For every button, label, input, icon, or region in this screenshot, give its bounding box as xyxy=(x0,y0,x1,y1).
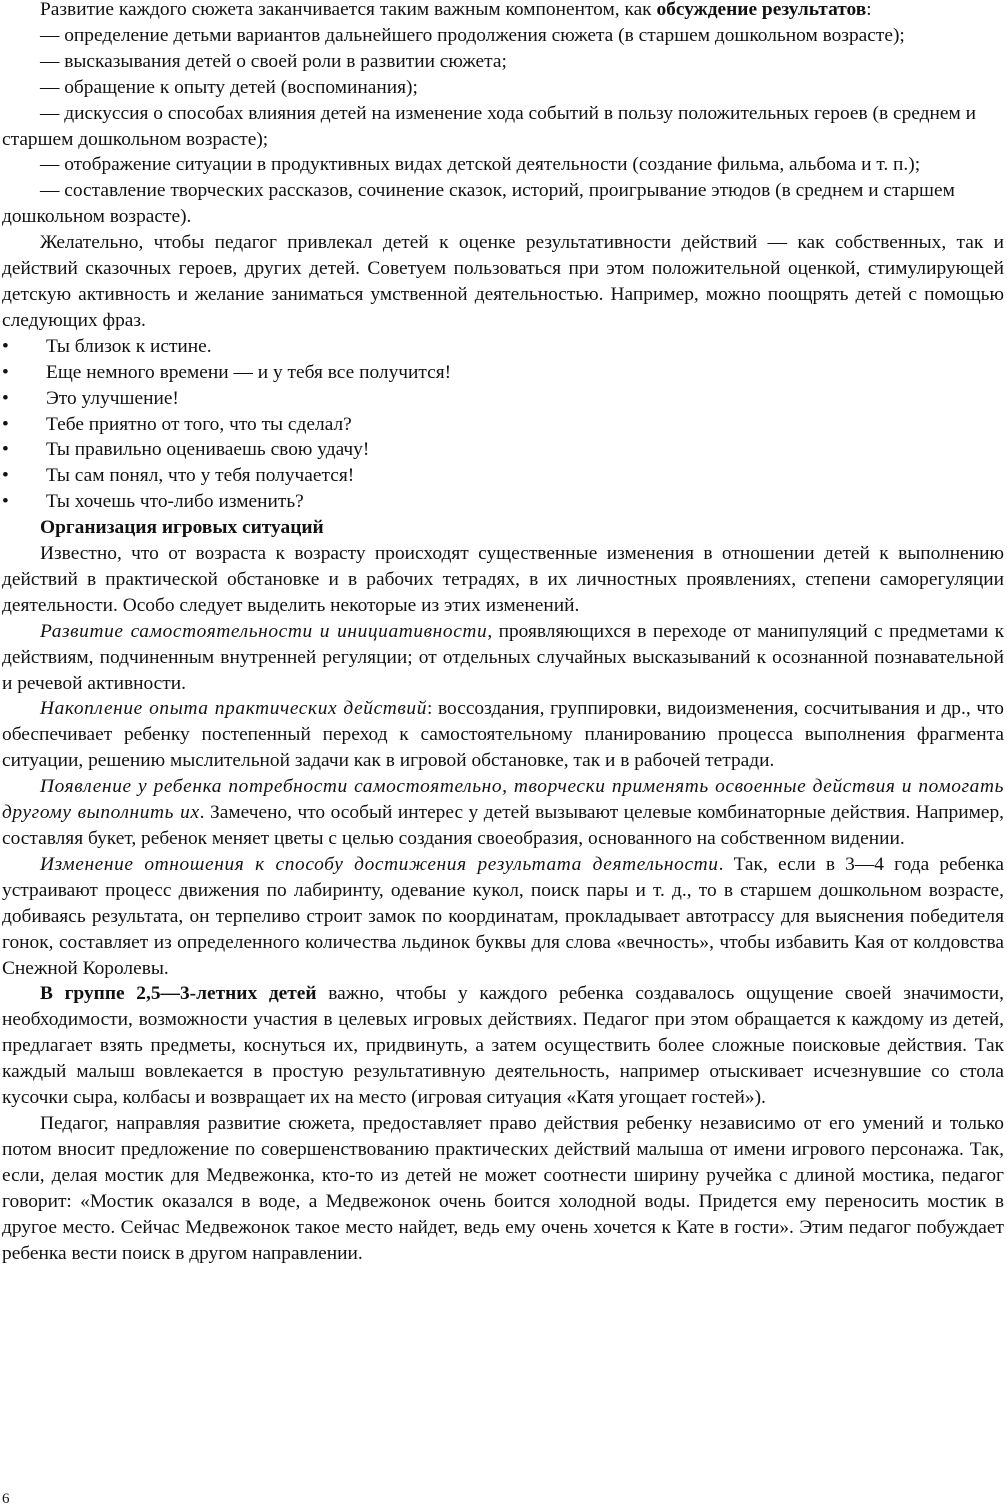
change-text: , проявляющихся в переходе от манипуляций с предметами к действиям, подчиненным внутренней регуляции; от отдельных случайных высказываний к осознанной познавательной и речевой активности. xyxy=(2,620,1004,694)
phrase-item xyxy=(2,360,1004,386)
bullet-icon: • xyxy=(2,335,9,357)
intro-bold-term: обсуждение результатов xyxy=(656,0,867,20)
bullet-icon: • xyxy=(2,439,9,461)
phrase-text: Ты правильно оцениваешь свою удачу! xyxy=(46,439,370,461)
praise-paragraph: Желательно, чтобы педагог привлекал детей к оценке результативности действий — как собственных, так и действий сказочных героев, других детей. Советуем пользоваться при этом положительной оценкой, стимулирующей детскую активность и желание заниматься умственной деятельностью. Например, можно поощрять детей с помощью следующих фраз. xyxy=(2,232,1004,331)
section-heading: Организация игровых ситуаций xyxy=(40,517,324,539)
phrase-text: Ты сам понял, что у тебя получается! xyxy=(46,465,355,487)
phrase-item xyxy=(2,489,1004,515)
change-term: Накопление опыта практических действий xyxy=(40,698,427,720)
teacher-paragraph: Педагог, направляя развитие сюжета, предоставляет право действия ребенку независимо от его умений и только потом вносит предложение по совершенствованию практических действий малыша от имени игрового персонажа. Так, если, делая мостик для Медвежонка, кто-то из детей не может соотнести ширину ручейка с длиной мостика, педагог говорит: «Мостик оказался в воде, а Медвежонок очень боится холодной воды. Придется ему переносить мостик в другое место. Сейчас Медвежонок такое место найдет, ведь ему очень хочется к Кате в гости». Этим педагог побуждает ребенка вести поиск в другом направлении. xyxy=(2,1112,1004,1264)
phrase-item xyxy=(2,437,1004,463)
dash-item: — отображение ситуации в продуктивных видах детской деятельности (создание фильма, альбома и т. п.); xyxy=(40,154,921,176)
phrase-item xyxy=(2,463,1004,489)
group-heading: В группе 2,5—3-летних детей xyxy=(40,983,317,1005)
change-text: . Так, если в 3—4 года ребенка устраивают процесс движения по лабиринту, одевание кукол, поиск пары и т. д., то в старшем дошкольном возрасте, добиваясь результата, он терпеливо строит замок по координатам, прокладывает автотрассу для выяснения победителя гонок, составляет из определенного количества льдинок буквы для слова «вечность», чтобы избавить Кая от колдовства Снежной Королевы. xyxy=(2,853,1004,979)
change-item xyxy=(2,774,1004,852)
bullet-icon: • xyxy=(2,465,9,487)
dash-item: — обращение к опыту детей (воспоминания); xyxy=(40,76,418,98)
change-item xyxy=(2,619,1004,697)
dash-item: — дискуссия о способах влияния детей на изменение хода событий в пользу положительных героев (в среднем и старшем дошкольном возрасте); xyxy=(2,102,976,150)
phrase-text: Ты хочешь что-либо изменить? xyxy=(46,491,304,513)
phrase-item xyxy=(2,412,1004,438)
change-term: Развитие самостоятельности и инициативности xyxy=(40,620,488,642)
dash-item: — определение детьми вариантов дальнейшего продолжения сюжета (в старшем дошкольном возрасте); xyxy=(40,24,905,46)
page-number: 6 xyxy=(2,1491,10,1507)
change-item xyxy=(2,852,1004,982)
phrase-text: Ты близок к истине. xyxy=(46,335,212,357)
dash-item: — составление творческих рассказов, сочинение сказок, историй, проигрывание этюдов (в среднем и старшем дошкольном возрасте). xyxy=(2,180,955,228)
intro-tail: : xyxy=(866,0,872,20)
group-text: важно, чтобы у каждого ребенка создавалось ощущение своей значимости, необходимости, возможности участия в целевых игровых действиях. Педагог при этом обращается к каждому из детей, предлагает взять предметы, коснуться их, придвинуть, а затем осуществить более сложные поисковые действия. Так каждый малыш вовлекается в простую результативную деятельность, например отыскивает исчезнувшие со стола кусочки сыра, колбасы и возвращает их на место (игровая ситуация «Катя угощает гостей»). xyxy=(2,983,1004,1109)
change-term: Изменение отношения к способу достижения результата деятельности xyxy=(40,853,719,875)
bullet-icon: • xyxy=(2,491,9,513)
dash-item: — высказывания детей о своей роли в развитии сюжета; xyxy=(40,50,507,72)
bullet-icon: • xyxy=(2,387,9,409)
phrase-text: Еще немного времени — и у тебя все получится! xyxy=(46,361,452,383)
intro-lead: Развитие каждого сюжета заканчивается таким важным компонентом, как xyxy=(40,0,657,20)
change-text: : воссоздания, группировки, видоизменения, сосчитывания и др., что обеспечивает ребенку постепенный переход к самостоятельному планированию процесса выполнения фрагмента ситуации, решению мыслительной задачи как в игровой обстановке, так и в рабочей тетради. xyxy=(2,698,1004,772)
phrase-item xyxy=(2,334,1004,360)
body-text xyxy=(2,0,1004,1266)
phrase-list xyxy=(2,334,1004,515)
change-text: . Замечено, что особый интерес у детей вызывают целевые комбинаторные действия. Например, составляя букет, ребенок меняет цветы с целью создания своеобразия, основанного на собственном видении. xyxy=(2,802,1004,849)
intro-paragraph xyxy=(2,0,1004,23)
group-paragraph xyxy=(2,981,1004,1111)
change-term: Появление у ребенка потребности самостоятельно, творчески применять освоенные действия и помогать другому выполнить их xyxy=(2,776,1004,824)
change-item xyxy=(2,696,1004,774)
phrase-text: Тебе приятно от того, что ты сделал? xyxy=(46,413,352,435)
changes-paragraph: Известно, что от возраста к возрасту происходят существенные изменения в отношении детей к выполнению действий в практической обстановке и в рабочих тетрадях, в их личностных проявлениях, степени саморегуляции деятельности. Особо следует выделить некоторые из этих изменений. xyxy=(2,543,1004,616)
phrase-item xyxy=(2,386,1004,412)
bullet-icon: • xyxy=(2,413,9,435)
bullet-icon: • xyxy=(2,361,9,383)
phrase-text: Это улучшение! xyxy=(46,387,179,409)
